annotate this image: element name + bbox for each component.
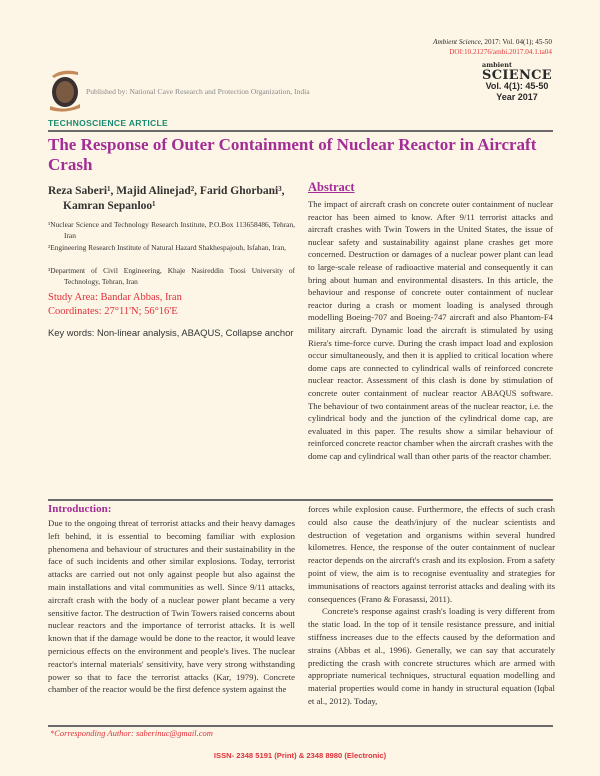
abstract-heading: Abstract xyxy=(308,180,355,194)
affiliation: ²Engineering Research Institute of Natural Hazard Shakhespajouh, Isfahan, Iran, xyxy=(48,243,287,252)
publisher-logo-icon xyxy=(48,68,82,112)
section-label: TECHNOSCIENCE ARTICLE xyxy=(48,118,169,128)
intro-left-column: Due to the ongoing threat of terrorist attacks and their heavy damages left behind, it is essential to becoming familiar with explosion phenomena and behaviour of structures and their sustainability in the face of such incidents and other similar explosions. Today, terrorist attacks are carried out not only against people but also against the main installations and vital communities as well. Since 9/11 attacks, aircraft crash with the body of a nuclear power plant became a very sensitive factor. The destruction of Twin Towers raised concerns about nuclear reactors and the importance of terrorist attacks. It is well known that if the damage would be done to the reactor, it would leave pernicious effects on the environment and people's lives. The nuclear reactor's internal materials' sensitivity, have very strong withstanding power so that to face the terrorist attacks (Kar, 1979). Concrete chamber of the reactor would be the first defence system against the xyxy=(48,518,295,695)
citation xyxy=(433,38,552,57)
page-title: The Response of Outer Containment of Nuclear Reactor in Aircraft Crash xyxy=(48,135,537,174)
abstract-text: The impact of aircraft crash on concrete outer containment of nuclear reactor has been aimed to know. After 9/11 terrorist attacks and aircraft crashes with Twin Towers in the United States, the issue of nuclear safety and sustainability against plane crashes get more concerned. Destruction or damages of a nuclear power plant can lead to large-scale release of radioactive material and consequently it can bring about human and environmental disasters. In this article, the behaviour and response of concrete outer containment of nuclear reactor during a crash or moment loading is analysed through modelling Boeing-707 and Boeing-747 aircraft and also Phantom-F4 military aircraft. Dynamic load the aircraft is stimulated by using Riera's time-force curve. During the crash impact load and explosion occur simultaneously, and then it is applied to critical location where dome caps are connected to cylindrical walls of reinforced concrete nuclear reactor. Assessment of this clash is done by stimulation of concrete outer containment of nuclear reactor ABAQUS software. The behaviour of two containment areas of the nuclear reactor, i.e. the cylindrical body and the junction of the cylindrical dome cap, are evaluated in this paper. The results show a similar behaviour of reinforced concrete reactor chamber when the aircraft crashes with the dome cap and cylindrical wall than other parts of the reactor chamber. xyxy=(308,199,553,461)
journal-name: Ambient Science xyxy=(433,38,481,46)
journal-brand xyxy=(482,60,552,102)
intro-right-column xyxy=(308,503,555,708)
doi-link[interactable]: DOI:10.21276/ambi.2017.04.1.ta04 xyxy=(449,47,552,56)
affiliation: ¹Nuclear Science and Technology Research Institute, P.O.Box 113658486, Tehran, Iran xyxy=(48,220,295,240)
coordinates: Coordinates: 27°11'N; 56°16'E xyxy=(48,305,178,317)
keywords: Key words: Non-linear analysis, ABAQUS, Collapse anchor xyxy=(48,327,294,338)
affiliation: ³Department of Civil Engineering, Khaje Nasireddin Toosi University of Technology, Tehran, Iran xyxy=(48,266,295,286)
divider xyxy=(48,499,553,501)
study-area xyxy=(48,291,182,318)
study-area-text: Study Area: Bandar Abbas, Iran xyxy=(48,292,182,303)
divider xyxy=(48,725,553,727)
authors: Reza Saberi¹, Majid Alinejad², Farid Ghorbani³, Kamran Sepanloo¹ xyxy=(48,185,285,212)
citation-text: , 2017: Vol. 04(1); 45-50 xyxy=(480,38,552,46)
corresponding-author: *Corresponding Author: saberinuc@gmail.com xyxy=(50,728,213,738)
paragraph: forces while explosion cause. Furthermore, the effects of such crash could also cause the death/injury of the nuclear scientists and destruction of vegetation and organisms within several hundred kilometres. Hence, the response of the outer containment of nuclear reactor depends on the aircraft's crash and its explosion. From a safety point of view, the aim is to recognise eventuality and strategies for immunisations of reactors against terrorist attacks and dealing with its consequences (Frano & Forasassi, 2011). xyxy=(308,504,555,604)
issn: ISSN- 2348 5191 (Print) & 2348 8980 (Electronic) xyxy=(213,751,387,760)
brand-year: Year 2017 xyxy=(496,91,538,102)
brand-small: ambient xyxy=(482,61,512,69)
publisher: Published by: National Cave Research and Protection Organization, India xyxy=(86,87,310,96)
brand-volume: Vol. 4(1): 45-50 xyxy=(485,81,549,91)
paragraph: Concrete's response against crash's loading is very different from the static load. In the top of it tensile resistance pressure, and initial stiffness increases due to the effects caused by the deformation and strains (Abbas et al., 1996). Generally, we can say that accurately predicting the crash with concrete structures which are armed with appropriate numerical techniques, structural equation modelling and material properties would come in handy in structural equation (Iqbal et al., 2012). Today, xyxy=(308,606,555,706)
brand-big: SCIENCE xyxy=(482,67,552,83)
introduction-heading: Introduction: xyxy=(48,503,112,515)
divider xyxy=(48,130,553,132)
